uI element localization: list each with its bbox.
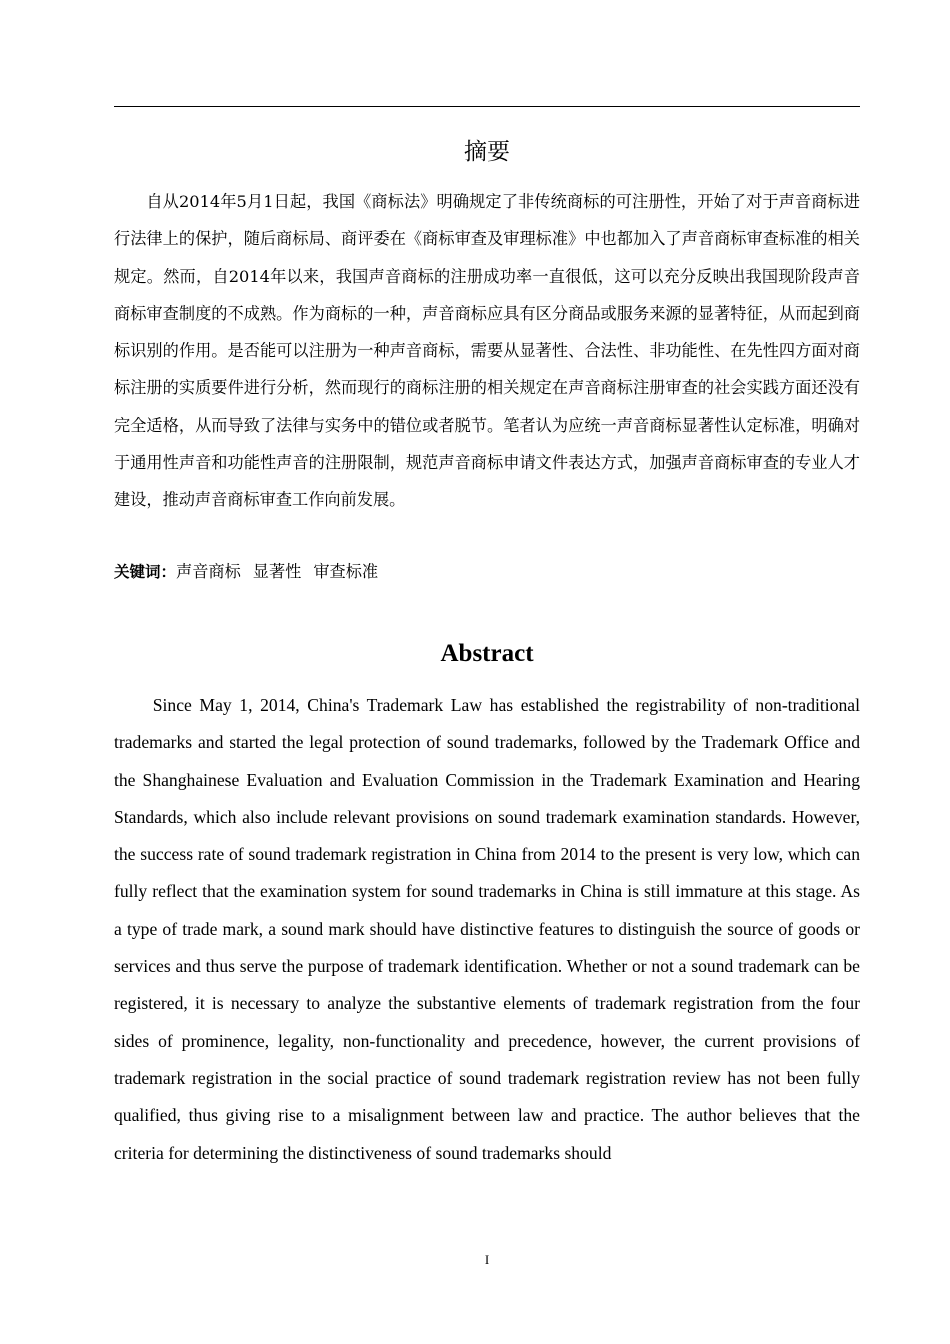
header-rule [114,106,860,107]
keyword-2: 显著性 [252,562,302,581]
page-number: I [484,1252,490,1267]
keyword-3: 审查标准 [313,562,379,581]
chinese-abstract-body: 自从2014年5月1日起，我国《商标法》明确规定了非传统商标的可注册性，开始了对于声音商标进行法律上的保护，随后商标局、商评委在《商标审查及审理标准》中也都加入了声音商标审查标准的相关规定。然而，自2014年以来，我国声音商标的注册成功率一直很低，这可以充分反映出我国现阶段声音商标审查制度的不成熟。作为商标的一种，声音商标应具有区分商品或服务来源的显著特征，从而起到商标识别的作用。是否能可以注册为一种声音商标，需要从显著性、合法性、非功能性、在先性四方面对商标注册的实质要件进行分析，然而现行的商标注册的相关规定在声音商标注册审查的社会实践方面还没有完全适格，从而导致了法律与实务中的错位或者脱节。笔者认为应统一声音商标显著性认定标准，明确对于通用性声音和功能性声音的注册限制，规范声音商标申请文件表达方式，加强声音商标审查的专业人才建设，推动声音商标审查工作向前发展。 [114,192,860,510]
english-abstract-body: Since May 1, 2014, China's Trademark Law has established the registrability of non-traditional trademarks and started the legal protection of sound trademarks, followed by the Trademark Office and the Shanghainese Evaluation and Evaluation Commission in the Trademark Examination and Hearing Standards, which also include relevant provisions on sound trademark examination standards. However, the success rate of sound trademark registration in China from 2014 to the present is very low, which can fully reflect that the examination system for sound trademarks in China is still immature at this stage. As a type of trade mark, a sound mark should have distinctive features to distinguish the source of goods or services and thus serve the purpose of trademark identification. Whether or not a sound trademark can be registered, it is necessary to analyze the substantive elements of trademark registration from the four sides of prominence, legality, non-functionality and precedence, however, the current provisions of trademark registration in the social practice of sound trademark registration review has not been fully qualified, thus giving rise to a misalignment between law and practice. The author believes that the criteria for determining the distinctiveness of sound trademarks should [114,695,860,1163]
keyword-1: 声音商标 [176,562,241,581]
keywords-label: 关键词： [114,563,177,581]
keywords-line [114,556,860,588]
document-page [114,0,860,1344]
english-abstract-title: Abstract [440,640,534,667]
chinese-abstract-title: 摘要 [464,139,510,165]
